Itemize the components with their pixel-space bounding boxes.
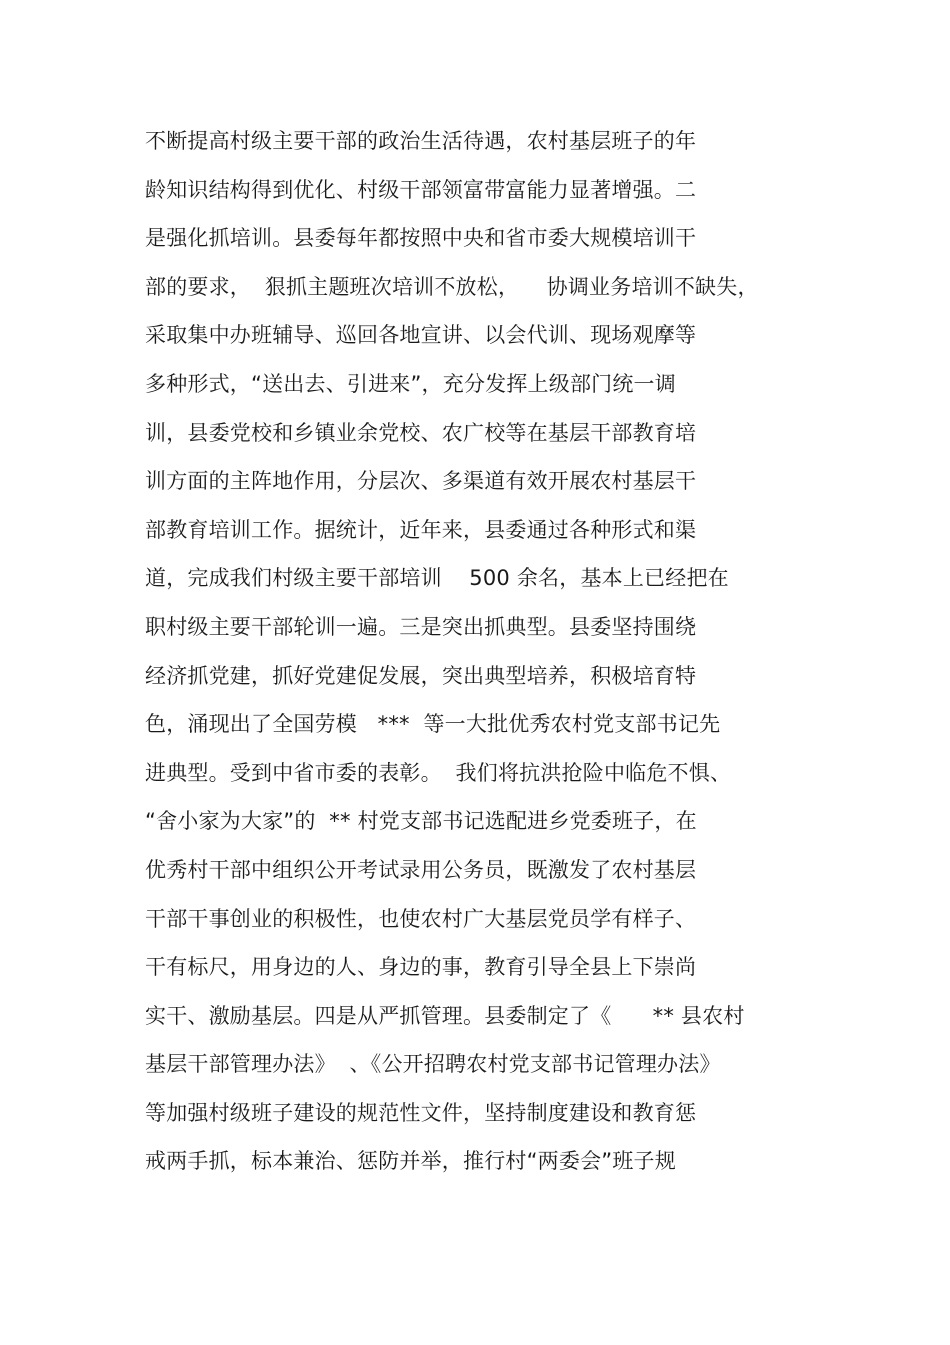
body-text [145,124,845,1193]
text-line: 部的要求， 狠抓主题班次培训不放松， 协调业务培训不缺失， [145,274,759,299]
text-line: 干有标尺，用身边的人、身边的事，教育引导全县上下崇尚 [145,955,697,980]
text-line: 戒两手抓，标本兼治、惩防并举，推行村“两委会”班子规 [145,1149,676,1174]
text-line: 道，完成我们村级主要干部培训 500 余名，基本上已经把在 [145,566,729,591]
text-line: 多种形式，“送出去、引进来”，充分发挥上级部门统一调 [145,371,676,396]
text-line: 等加强村级班子建设的规范性文件，坚持制度建设和教育惩 [145,1100,697,1125]
text-line: 色，涌现出了全国劳模 *** 等一大批优秀农村党支部书记先 [145,712,721,737]
text-line: 不断提高村级主要干部的政治生活待遇，农村基层班子的年 [145,129,697,153]
text-line: 职村级主要干部轮训一遍。三是突出抓典型。县委坚持围绕 [145,614,697,639]
text-line: 进典型。受到中省市委的表彰。 我们将抗洪抢险中临危不惧、 [145,760,732,785]
text-line: 部教育培训工作。据统计，近年来，县委通过各种形式和渠 [145,517,697,542]
text-line: 训，县委党校和乡镇业余党校、农广校等在基层干部教育培 [145,420,697,445]
text-line: 龄知识结构得到优化、村级干部领富带富能力显著增强。二 [145,177,697,202]
text-line: 基层干部管理办法》 、《公开招聘农村党支部书记管理办法》 [145,1052,721,1077]
text-line: 采取集中办班辅导、巡回各地宣讲、以会代训、现场观摩等 [145,323,697,348]
text-line: 训方面的主阵地作用，分层次、多渠道有效开展农村基层干 [145,469,697,494]
text-line: 干部干事创业的积极性，也使农村广大基层党员学有样子、 [145,906,697,931]
text-line: “舍小家为大家”的 ** 村党支部书记选配进乡党委班子，在 [145,809,697,834]
text-line: 实干、激励基层。四是从严抓管理。县委制定了《 ** 县农村 [145,1003,745,1028]
text-line: 经济抓党建，抓好党建促发展，突出典型培养，积极培育特 [145,663,697,688]
text-line: 是强化抓培训。县委每年都按照中央和省市委大规模培训干 [145,226,697,251]
text-line: 优秀村干部中组织公开考试录用公务员，既激发了农村基层 [145,857,697,882]
